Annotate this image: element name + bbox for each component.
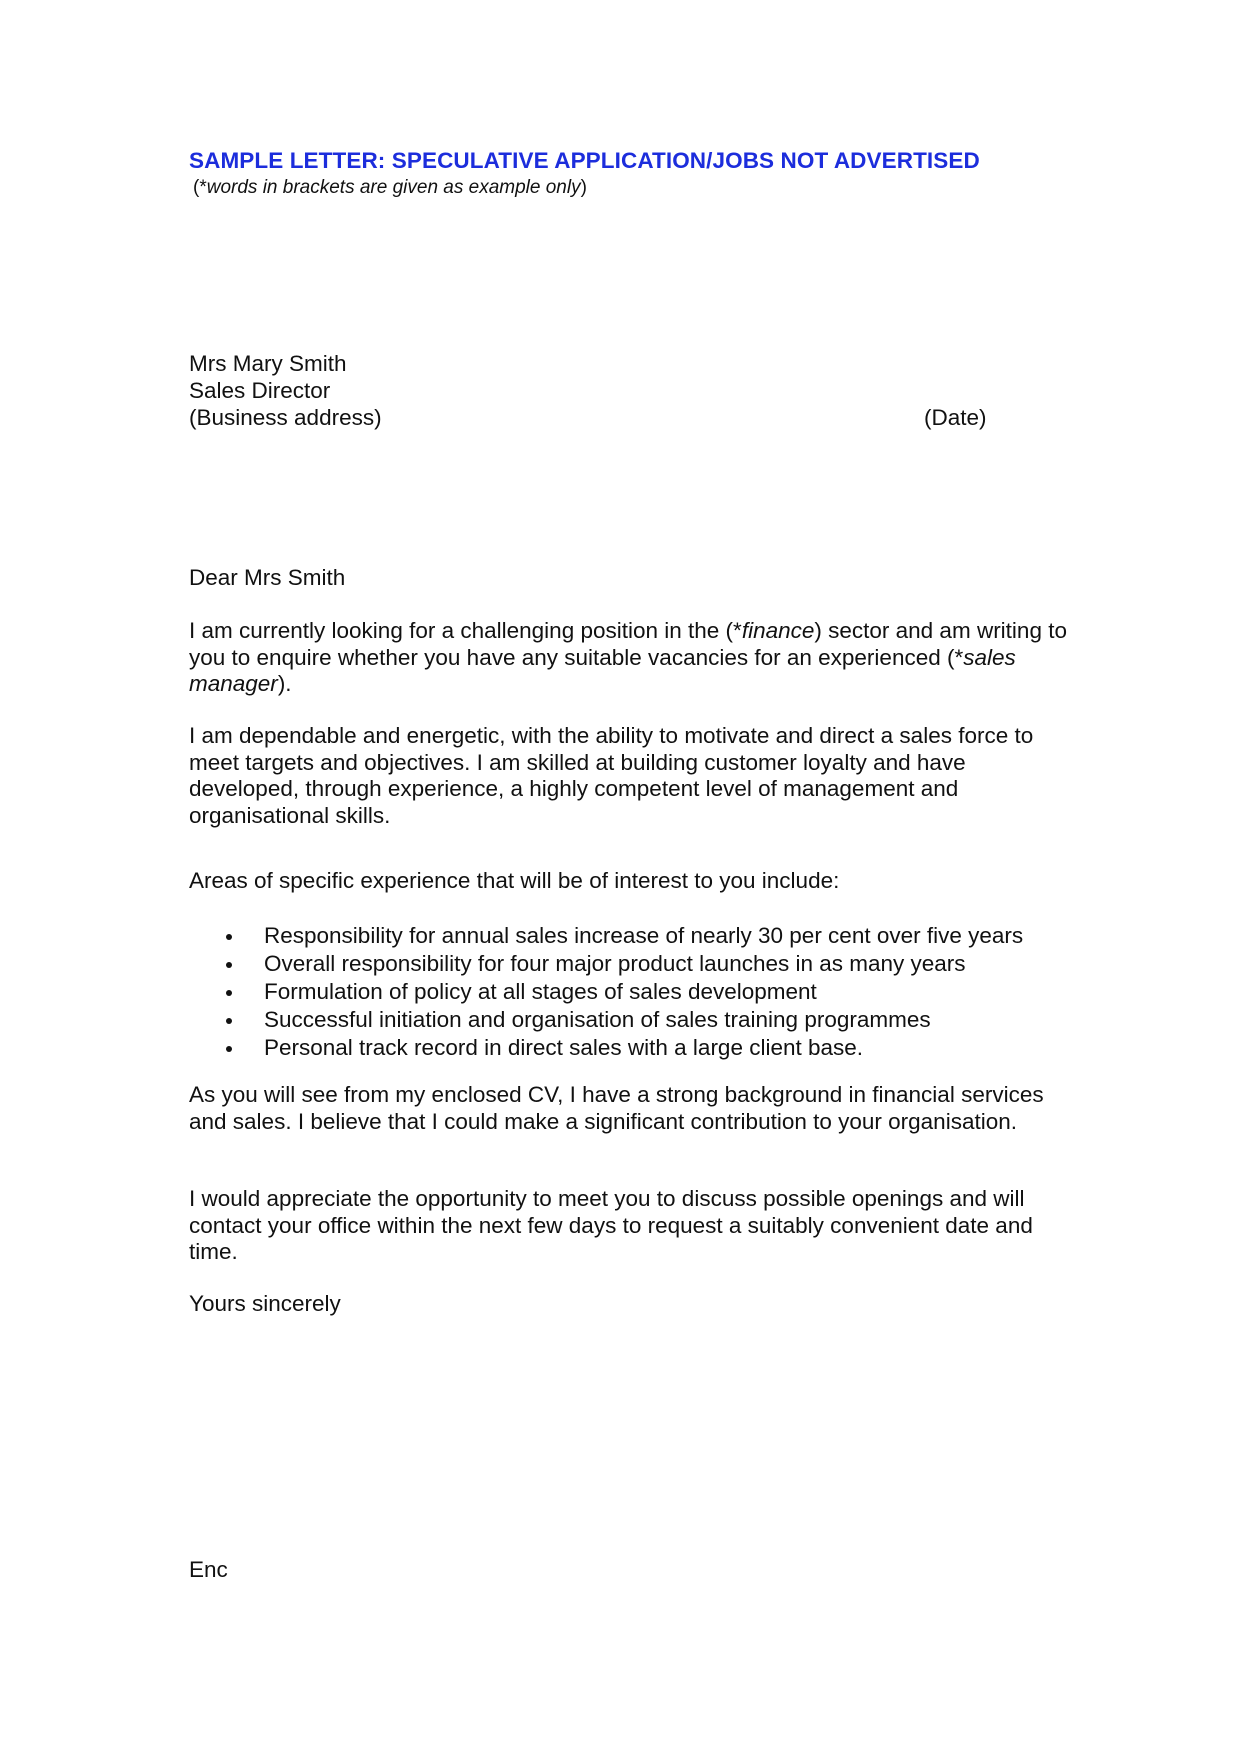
list-item-text: Personal track record in direct sales with a large client base. <box>264 1035 864 1060</box>
enclosure: Enc <box>189 1557 228 1582</box>
p1-part3: ). <box>277 671 292 696</box>
list-item-text: Formulation of policy at all stages of sales development <box>264 979 817 1004</box>
letter-title: SAMPLE LETTER: SPECULATIVE APPLICATION/JOBS NOT ADVERTISED <box>189 148 980 173</box>
list-item-text: Successful initiation and organisation of sales training programmes <box>264 1007 931 1032</box>
recipient-position: Sales Director <box>189 378 331 403</box>
bullet-icon <box>226 962 232 968</box>
areas-intro: Areas of specific experience that will be of interest to you include: <box>189 868 840 893</box>
subtitle-close: ) <box>580 177 587 198</box>
p1-part2: ) sector and am writing to you to enquire whether you have any suitable vacancies for an experienced (* <box>189 618 1067 670</box>
list-item <box>189 1006 1023 1034</box>
letter-subtitle <box>193 177 587 199</box>
paragraph-1 <box>189 618 1069 698</box>
paragraph-2: I am dependable and energetic, with the ability to motivate and direct a sales force to meet targets and objectives. I am skilled at building customer loyalty and have developed, through experience, a highly competent level of management and organisational skills. <box>189 723 1034 828</box>
salutation: Dear Mrs Smith <box>189 565 346 590</box>
p1-part1: I am currently looking for a challenging position in the (* <box>189 618 742 643</box>
list-item <box>189 922 1023 950</box>
list-item <box>189 950 1023 978</box>
p1-italic1: finance <box>741 618 815 643</box>
experience-list <box>189 922 1023 1062</box>
subtitle-open: (* <box>193 177 207 198</box>
recipient-name: Mrs Mary Smith <box>189 351 347 376</box>
list-item <box>189 978 1023 1006</box>
closing: Yours sincerely <box>189 1291 341 1316</box>
subtitle-italic: words in brackets are given as example only <box>206 177 581 198</box>
letter-date: (Date) <box>924 405 987 430</box>
bullet-icon <box>226 934 232 940</box>
bullet-icon <box>226 1018 232 1024</box>
list-item <box>189 1034 1023 1062</box>
list-item-text: Responsibility for annual sales increase of nearly 30 per cent over five years <box>264 923 1024 948</box>
p1-italic2: sales manager <box>189 644 1016 696</box>
paragraph-3: As you will see from my enclosed CV, I have a strong background in financial services and sales. I believe that I could make a significant contribution to your organisation. <box>189 1082 1044 1134</box>
bullet-icon <box>226 1046 232 1052</box>
bullet-icon <box>226 990 232 996</box>
list-item-text: Overall responsibility for four major product launches in as many years <box>264 951 966 976</box>
recipient-address: (Business address) <box>189 405 382 430</box>
paragraph-4: I would appreciate the opportunity to meet you to discuss possible openings and will contact your office within the next few days to request a suitably convenient date and time. <box>189 1186 1033 1264</box>
